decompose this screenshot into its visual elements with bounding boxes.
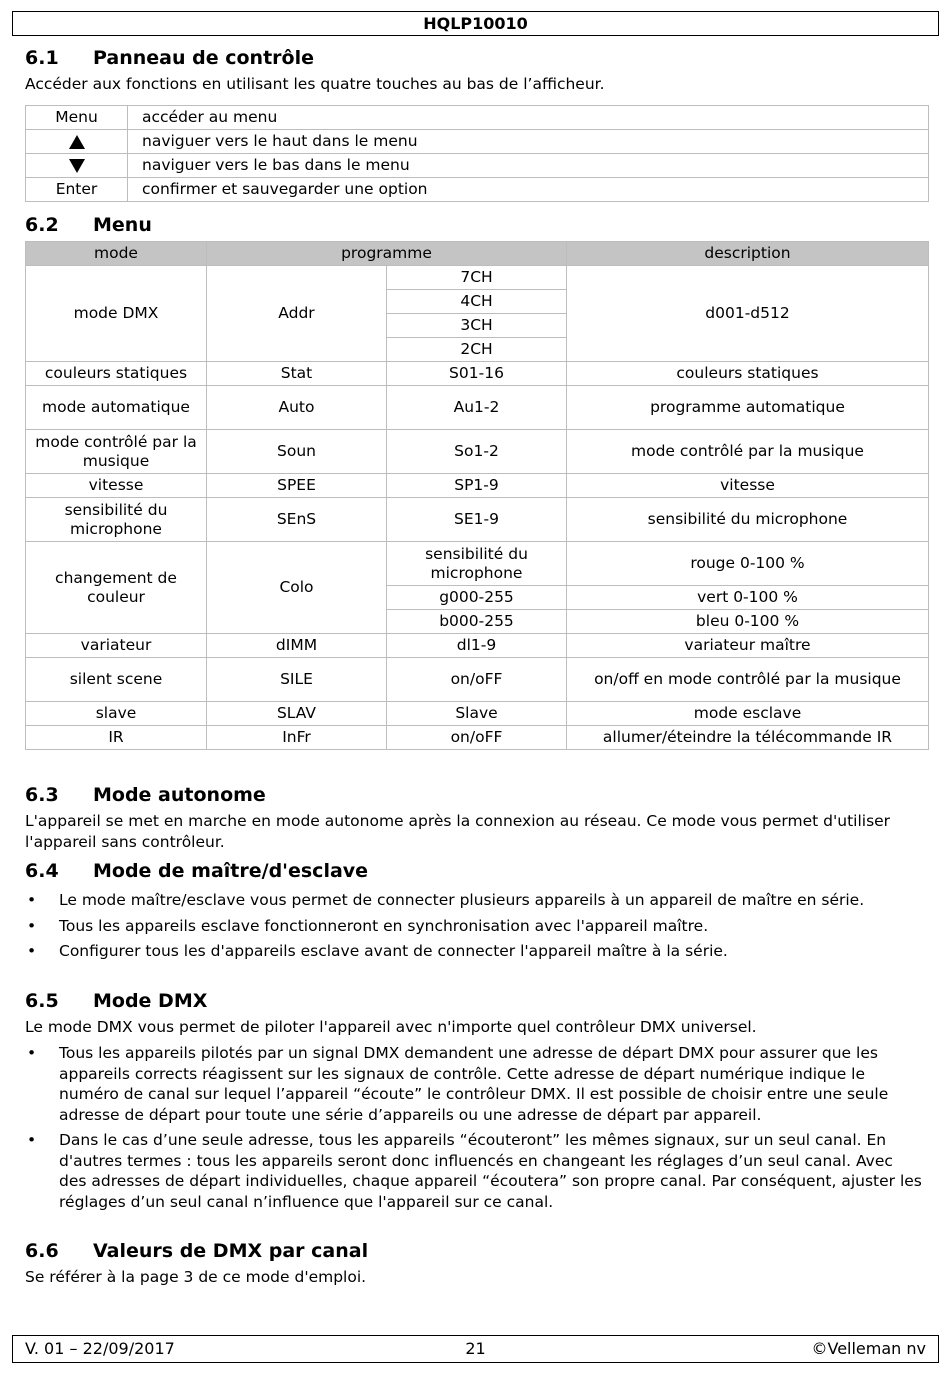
table-row: [26, 726, 929, 750]
cell-programme: SLAV: [207, 702, 387, 726]
table-row: [26, 702, 929, 726]
cell-value: g000-255: [387, 586, 567, 610]
cell-mode: changement de couleur: [26, 542, 207, 634]
cell-description: bleu 0-100 %: [567, 610, 929, 634]
bullet: •: [27, 916, 37, 935]
cell-mode: sensibilité du microphone: [26, 498, 207, 542]
cell-value: 4CH: [387, 290, 567, 314]
cell-value: on/oFF: [387, 726, 567, 750]
section-title: Menu: [93, 214, 152, 236]
arrow-down-icon: [69, 159, 85, 173]
section-title: Valeurs de DMX par canal: [93, 1240, 369, 1262]
section-6-4-list: [25, 890, 925, 967]
table-row: [26, 362, 929, 386]
section-heading-6-4: [25, 859, 368, 883]
key-row: [26, 154, 929, 178]
document-footer: [12, 1335, 939, 1363]
cell-description: mode esclave: [567, 702, 929, 726]
page-number: 21: [465, 1339, 486, 1358]
cell-mode: slave: [26, 702, 207, 726]
cell-value: 7CH: [387, 266, 567, 290]
section-6-5-intro: Le mode DMX vous permet de piloter l'appareil avec n'importe quel contrôleur DMX universel.: [25, 1018, 757, 1036]
cell-description: programme automatique: [567, 386, 929, 430]
table-row: [26, 474, 929, 498]
cell-value: 2CH: [387, 338, 567, 362]
list-item: [25, 890, 925, 911]
col-header-description: description: [567, 242, 929, 266]
control-keys-table: [25, 105, 929, 202]
cell-value: 3CH: [387, 314, 567, 338]
copyright: ©Velleman nv: [811, 1339, 926, 1358]
menu-table: [25, 241, 929, 750]
cell-description: couleurs statiques: [567, 362, 929, 386]
key-row: [26, 130, 929, 154]
section-6-5-list: [25, 1043, 925, 1217]
bullet: •: [27, 942, 37, 960]
list-item: [25, 1130, 925, 1212]
cell-mode: IR: [26, 726, 207, 750]
cell-mode: vitesse: [26, 474, 207, 498]
cell-programme: dIMM: [207, 634, 387, 658]
section-heading-6-5: [25, 989, 207, 1013]
cell-mode: mode contrôlé par la musique: [26, 430, 207, 474]
list-item-text: Le mode maître/esclave vous permet de connecter plusieurs appareils à un appareil de maître en série.: [59, 891, 865, 909]
section-6-3-text: L'appareil se met en marche en mode autonome après la connexion au réseau. Ce mode vous permet d'utiliser l'appareil sans contrôleur.: [25, 812, 891, 851]
section-number: 6.1: [25, 47, 59, 69]
cell-description: d001-d512: [567, 266, 929, 362]
arrow-up-icon: [69, 135, 85, 149]
cell-value: Au1-2: [387, 386, 567, 430]
key-row: [26, 178, 929, 202]
cell-description: vert 0-100 %: [567, 586, 929, 610]
cell-value: b000-255: [387, 610, 567, 634]
cell-description: sensibilité du microphone: [567, 498, 929, 542]
cell-value: on/oFF: [387, 658, 567, 702]
list-item: [25, 941, 925, 962]
cell-mode: mode automatique: [26, 386, 207, 430]
cell-value: dl1-9: [387, 634, 567, 658]
table-row: [26, 430, 929, 474]
cell-programme: SEnS: [207, 498, 387, 542]
bullet: •: [27, 1131, 37, 1149]
cell-programme: Colo: [207, 542, 387, 634]
section-heading-6-1: [25, 46, 314, 70]
cell-description: vitesse: [567, 474, 929, 498]
cell-value: So1-2: [387, 430, 567, 474]
section-number: 6.6: [25, 1240, 59, 1262]
cell-description: rouge 0-100 %: [567, 542, 929, 586]
list-item: [25, 916, 925, 937]
table-row: [26, 266, 929, 290]
list-item-text: Tous les appareils esclave fonctionneront en synchronisation avec l'appareil maître.: [59, 916, 709, 935]
list-item: [25, 1043, 925, 1125]
cell-programme: SPEE: [207, 474, 387, 498]
cell-mode: couleurs statiques: [26, 362, 207, 386]
cell-value: SP1-9: [387, 474, 567, 498]
cell-description: variateur maître: [567, 634, 929, 658]
table-row: [26, 498, 929, 542]
cell-programme: InFr: [207, 726, 387, 750]
key-description: confirmer et sauvegarder une option: [128, 178, 929, 202]
key-description: accéder au menu: [128, 106, 929, 130]
section-title: Panneau de contrôle: [93, 47, 314, 69]
key-description: naviguer vers le haut dans le menu: [128, 130, 929, 154]
section-6-6-text: Se référer à la page 3 de ce mode d'emploi.: [25, 1268, 367, 1286]
table-row: [26, 542, 929, 586]
bullet: •: [27, 1044, 37, 1062]
list-item-text: Configurer tous les d'appareils esclave avant de connecter l'appareil maître à la série.: [59, 942, 728, 960]
cell-value: SE1-9: [387, 498, 567, 542]
section-number: 6.4: [25, 860, 59, 882]
section-number: 6.5: [25, 990, 59, 1012]
version-date: V. 01 – 22/09/2017: [25, 1339, 175, 1358]
col-header-programme: programme: [207, 242, 567, 266]
document-header: HQLP10010: [12, 11, 939, 36]
section-title: Mode de maître/d'esclave: [93, 860, 369, 882]
cell-programme: Addr: [207, 266, 387, 362]
menu-header-row: [26, 242, 929, 266]
section-title: Mode autonome: [93, 784, 266, 806]
section-title: Mode DMX: [93, 990, 208, 1012]
cell-mode: mode DMX: [26, 266, 207, 362]
list-item-text: Tous les appareils pilotés par un signal DMX demandent une adresse de départ DMX pour assurer que les appareils corrects réagissent sur les signaux de contrôle. Cette adresse de départ numérique indique le numéro de canal sur lequel l’appareil “écoute” le contrôleur DMX. Il est possible de choisir entre une seule adresse de départ pour toute une série d’appareils ou une adresse de départ par appareil.: [59, 1044, 889, 1124]
key-menu: Menu: [26, 106, 128, 130]
cell-description: mode contrôlé par la musique: [567, 430, 929, 474]
cell-value: Slave: [387, 702, 567, 726]
table-row: [26, 658, 929, 702]
table-row: [26, 386, 929, 430]
table-row: [26, 634, 929, 658]
section-number: 6.2: [25, 214, 59, 236]
cell-programme: SILE: [207, 658, 387, 702]
cell-programme: Auto: [207, 386, 387, 430]
bullet: •: [27, 891, 37, 909]
section-heading-6-6: [25, 1239, 368, 1263]
cell-mode: variateur: [26, 634, 207, 658]
list-item-text: Dans le cas d’une seule adresse, tous les appareils “écouteront” les mêmes signaux, sur un seul canal. En d'autres termes : tous les appareils seront donc influencés en changeant les réglages d’un seul canal. Avec des adresses de départ individuelles, chaque appareil “écoutera” son propre canal. Par conséquent, ajuster les réglages d’un seul canal n’influence que l'appareil sur ce canal.: [59, 1131, 922, 1211]
cell-programme: Soun: [207, 430, 387, 474]
section-heading-6-3: [25, 783, 266, 807]
cell-mode: silent scene: [26, 658, 207, 702]
section-number: 6.3: [25, 784, 59, 806]
cell-programme: Stat: [207, 362, 387, 386]
cell-description: allumer/éteindre la télécommande IR: [567, 726, 929, 750]
col-header-mode: mode: [26, 242, 207, 266]
section-heading-6-2: [25, 213, 152, 237]
cell-description: on/off en mode contrôlé par la musique: [567, 658, 929, 702]
key-description: naviguer vers le bas dans le menu: [128, 154, 929, 178]
cell-value: sensibilité du microphone: [387, 542, 567, 586]
section-6-1-intro: Accéder aux fonctions en utilisant les quatre touches au bas de l’afficheur.: [25, 75, 605, 93]
cell-value: S01-16: [387, 362, 567, 386]
key-row: [26, 106, 929, 130]
key-enter: Enter: [26, 178, 128, 202]
